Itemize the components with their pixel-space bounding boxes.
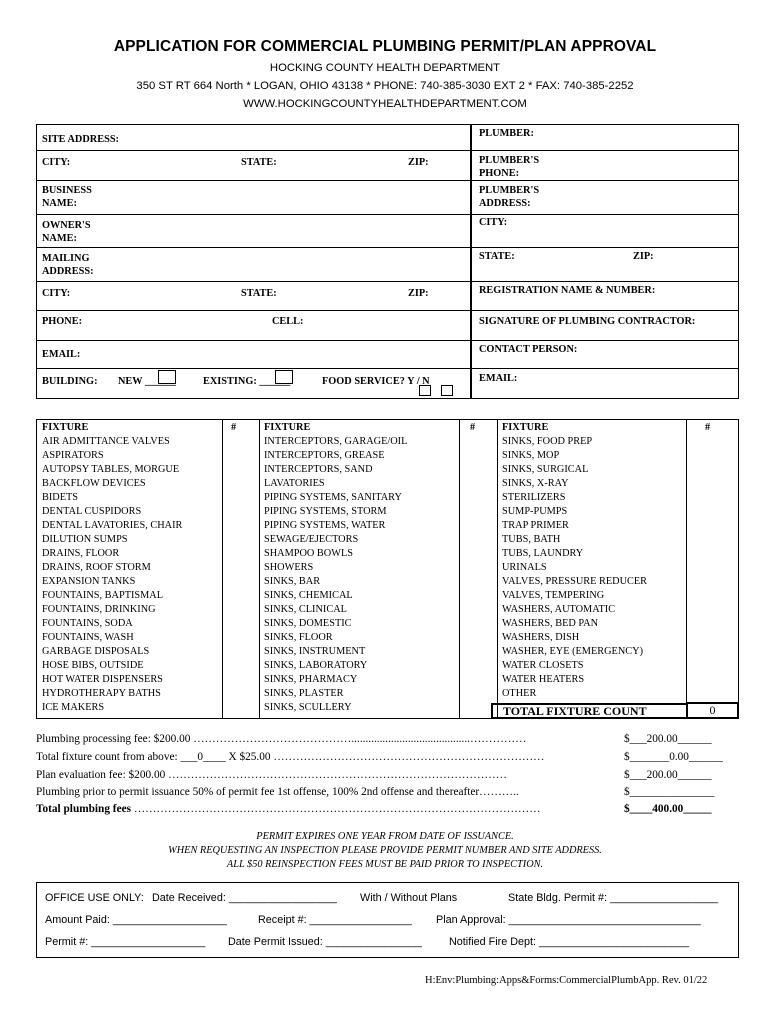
business-name-label: BUSINESS	[42, 185, 92, 196]
mailing-state-field[interactable]: STATE:	[241, 288, 277, 299]
site-address-field[interactable]: SITE ADDRESS:	[42, 134, 119, 145]
fixture-count-input[interactable]	[686, 659, 739, 673]
fixture-row-label: INTERCEPTORS, SAND	[264, 464, 373, 475]
fixture-col1-header: FIXTURE	[42, 422, 89, 433]
fixture-count-input[interactable]	[222, 589, 259, 603]
fixture-count-input[interactable]	[222, 631, 259, 645]
owners-name-field[interactable]: NAME:	[42, 233, 77, 244]
contact-person-field[interactable]: CONTACT PERSON:	[479, 344, 578, 355]
mailing-address-field[interactable]: ADDRESS:	[42, 266, 94, 277]
email-field[interactable]: EMAIL:	[42, 349, 81, 360]
fixture-row-label: SEWAGE/EJECTORS	[264, 534, 359, 545]
fixture-row-label: DENTAL LAVATORIES, CHAIR	[42, 520, 183, 531]
reinspection-fee-notice: ALL $50 REINSPECTION FEES MUST BE PAID PRIOR TO INSPECTION.	[226, 859, 544, 870]
footer-file-path: H:Env:Plumbing:Apps&Forms:CommercialPlumbApp. Rev. 01/22	[425, 975, 708, 986]
fixture-count-input[interactable]	[686, 519, 739, 533]
fixture-row-label: DRAINS, FLOOR	[42, 548, 120, 559]
fixture-row-label: PIPING SYSTEMS, SANITARY	[264, 492, 402, 503]
fixture-row-label: TRAP PRIMER	[502, 520, 569, 531]
fixture-count-input[interactable]	[222, 617, 259, 631]
fixture-row-label: HOT WATER DISPENSERS	[42, 674, 163, 685]
fixture-row-label: WASHER, EYE (EMERGENCY)	[502, 646, 643, 657]
fixture-count-input[interactable]	[686, 603, 739, 617]
fixture-count-rate: ____ X $25.00 ………………………………………………………………	[203, 751, 545, 763]
fixture-row-label: SINKS, BAR	[264, 576, 321, 587]
fixture-row-label: WATER HEATERS	[502, 674, 585, 685]
building-label: BUILDING:	[42, 376, 98, 387]
fixture-count-input[interactable]	[686, 547, 739, 561]
total-fixture-count-value: 0	[709, 703, 716, 717]
food-service-no-checkbox[interactable]	[441, 385, 453, 396]
fixture-row-label: LAVATORIES	[264, 478, 325, 489]
department-name: HOCKING COUNTY HEALTH DEPARTMENT	[269, 62, 501, 74]
fixture-row-label: SINKS, SURGICAL	[502, 464, 589, 475]
fixture-row-label: ASPIRATORS	[42, 450, 104, 461]
fixture-count-input[interactable]	[459, 687, 497, 701]
fixture-row-label: WASHERS, DISH	[502, 632, 580, 643]
prior-permit-label: Plumbing prior to permit issuance 50% of permit fee 1st offense, 100% 2nd offense and thereafter………..	[36, 786, 519, 798]
plumber-zip-field[interactable]: ZIP:	[633, 251, 654, 262]
plumbers-address-label: PLUMBER'S	[479, 185, 540, 196]
fixture-row-label: SINKS, PLASTER	[264, 688, 344, 699]
fixture-row-label: SINKS, FOOD PREP	[502, 436, 593, 447]
fixture-row-label: INTERCEPTORS, GARAGE/OIL	[264, 436, 408, 447]
fixture-count-input[interactable]	[222, 435, 259, 449]
fixture-col2-count-header: #	[470, 422, 476, 433]
fixture-row-label: SINKS, MOP	[502, 450, 560, 461]
department-address: 350 ST RT 664 North * LOGAN, OHIO 43138 * PHONE: 740-385-3030 EXT 2 * FAX: 740-385-2252	[136, 80, 634, 92]
fixture-row-label: URINALS	[502, 562, 547, 573]
fixture-count-input[interactable]	[222, 645, 259, 659]
existing-building-label: EXISTING: ______	[203, 376, 291, 387]
total-fees-value[interactable]: $____400.00_____	[624, 803, 712, 815]
processing-fee-value[interactable]: $___200.00______	[624, 733, 712, 745]
fixture-count-input[interactable]	[222, 463, 259, 477]
fixture-count-input[interactable]	[459, 435, 497, 449]
fixture-count-input[interactable]	[459, 603, 497, 617]
plan-evaluation-value[interactable]: $___200.00______	[624, 769, 712, 781]
fixture-col3-header: FIXTURE	[502, 422, 549, 433]
new-building-checkbox[interactable]	[158, 370, 176, 384]
plumber-state-field[interactable]: STATE:	[479, 251, 515, 262]
fixture-count-label: Total fixture count from above: ___	[36, 751, 198, 763]
fixture-count-input[interactable]	[686, 477, 739, 491]
date-permit-issued-field[interactable]: Date Permit Issued: ________________	[228, 936, 422, 948]
city-field[interactable]: CITY:	[42, 157, 71, 168]
plumber-field[interactable]: PLUMBER:	[479, 128, 534, 139]
fixture-row-label: SINKS, CHEMICAL	[264, 590, 353, 601]
fixture-col2-header: FIXTURE	[264, 422, 311, 433]
plan-approval-field[interactable]: Plan Approval: ________________________________	[436, 914, 701, 926]
fixture-col1-count-header: #	[231, 422, 237, 433]
fixture-row-label: FOUNTAINS, SODA	[42, 618, 133, 629]
fixture-count-input[interactable]	[459, 533, 497, 547]
fixture-count-input[interactable]	[459, 463, 497, 477]
fixture-count-input[interactable]	[459, 519, 497, 533]
fixture-fee-value[interactable]: $_______0.00______	[624, 751, 723, 763]
fixture-row-label: TUBS, BATH	[502, 534, 561, 545]
fixture-row-label: VALVES, TEMPERING	[502, 590, 605, 601]
state-field[interactable]: STATE:	[241, 157, 277, 168]
fixture-row-label: EXPANSION TANKS	[42, 576, 136, 587]
fixture-count-input[interactable]	[686, 463, 739, 477]
fixture-count-input[interactable]	[459, 631, 497, 645]
fixture-count-input[interactable]	[222, 519, 259, 533]
date-received-field[interactable]: Date Received: __________________	[152, 892, 337, 904]
plan-evaluation-label: Plan evaluation fee: $200.00 ………………………………………………………………………………	[36, 769, 507, 781]
state-bldg-permit-field[interactable]: State Bldg. Permit #: __________________	[508, 892, 719, 904]
total-fixture-count-label: TOTAL FIXTURE COUNT	[503, 704, 647, 718]
fixture-row-label: PIPING SYSTEMS, STORM	[264, 506, 387, 517]
fixture-count-input[interactable]	[222, 575, 259, 589]
fixture-count-input[interactable]	[459, 491, 497, 505]
fixture-count-input[interactable]	[686, 533, 739, 547]
fixture-row-label: VALVES, PRESSURE REDUCER	[502, 576, 648, 587]
fixture-count-input[interactable]	[686, 589, 739, 603]
fixture-count-input[interactable]	[686, 673, 739, 687]
fixture-count-input[interactable]	[459, 561, 497, 575]
fixture-count-input[interactable]	[222, 687, 259, 701]
fixture-count-input[interactable]	[222, 673, 259, 687]
fixture-row-label: SINKS, LABORATORY	[264, 660, 368, 671]
fixture-count-input[interactable]	[222, 449, 259, 463]
fixture-row-label: SINKS, PHARMACY	[264, 674, 358, 685]
fixture-row-label: SINKS, FLOOR	[264, 632, 333, 643]
fixture-row-label: DRAINS, ROOF STORM	[42, 562, 151, 573]
fixture-row-label: SHAMPOO BOWLS	[264, 548, 353, 559]
fixture-row-label: PIPING SYSTEMS, WATER	[264, 520, 386, 531]
permit-expiry-notice: PERMIT EXPIRES ONE YEAR FROM DATE OF ISSUANCE.	[256, 831, 514, 842]
fixture-count-input[interactable]	[459, 645, 497, 659]
fixture-row-label: SINKS, X-RAY	[502, 478, 569, 489]
fixture-row-label: OTHER	[502, 688, 537, 699]
fixture-row-label: AUTOPSY TABLES, MORGUE	[42, 464, 180, 475]
fixture-row-label: AIR ADMITTANCE VALVES	[42, 436, 170, 447]
signature-field[interactable]: SIGNATURE OF PLUMBING CONTRACTOR:	[479, 316, 696, 327]
plumbers-phone-label: PLUMBER'S	[479, 155, 540, 166]
fixture-count-input[interactable]	[222, 701, 259, 715]
plumbers-phone-field[interactable]: PHONE:	[479, 168, 520, 179]
inspection-request-notice: WHEN REQUESTING AN INSPECTION PLEASE PROVIDE PERMIT NUMBER AND SITE ADDRESS.	[168, 845, 602, 856]
fixture-row-label: FOUNTAINS, WASH	[42, 632, 134, 643]
mailing-address-label: MAILING	[42, 253, 90, 264]
registration-field[interactable]: REGISTRATION NAME & NUMBER:	[479, 285, 656, 296]
fixture-row-label: SINKS, CLINICAL	[264, 604, 347, 615]
total-fees-leader: ………………………………………………………………………………………………	[133, 803, 541, 815]
fixture-row-label: GARBAGE DISPOSALS	[42, 646, 150, 657]
fixture-count-input[interactable]	[686, 631, 739, 645]
plumber-email-field[interactable]: EMAIL:	[479, 373, 518, 384]
fixture-row-label: ICE MAKERS	[42, 702, 105, 713]
food-service-yes-checkbox[interactable]	[419, 385, 431, 396]
owners-name-label: OWNER'S	[42, 220, 91, 231]
fixture-row-label: SINKS, DOMESTIC	[264, 618, 352, 629]
fixture-row-label: STERILIZERS	[502, 492, 566, 503]
permit-number-field[interactable]: Permit #: ___________________	[45, 936, 206, 948]
fixture-row-label: SUMP-PUMPS	[502, 506, 568, 517]
mailing-zip-field[interactable]: ZIP:	[408, 288, 429, 299]
fixture-count-input[interactable]	[686, 505, 739, 519]
existing-building-checkbox[interactable]	[275, 370, 293, 384]
receipt-field[interactable]: Receipt #: _________________	[258, 914, 412, 926]
fixture-count-input[interactable]	[686, 449, 739, 463]
with-without-plans[interactable]: With / Without Plans	[360, 892, 458, 904]
fixture-row-label: BACKFLOW DEVICES	[42, 478, 146, 489]
fixture-row-label: FOUNTAINS, BAPTISMAL	[42, 590, 164, 601]
fixture-row-label: HYDROTHERAPY BATHS	[42, 688, 161, 699]
fixture-row-label: DILUTION SUMPS	[42, 534, 128, 545]
zip-field[interactable]: ZIP:	[408, 157, 429, 168]
fixture-count-input[interactable]	[686, 435, 739, 449]
prior-permit-value[interactable]: $_______________	[624, 786, 715, 798]
mailing-city-field[interactable]: CITY:	[42, 288, 71, 299]
department-website: WWW.HOCKINGCOUNTYHEALTHDEPARTMENT.COM	[243, 98, 527, 110]
fixture-count-input[interactable]	[686, 491, 739, 505]
fixture-row-label: TUBS, LAUNDRY	[502, 548, 584, 559]
fixture-row-label: HOSE BIBS, OUTSIDE	[42, 660, 144, 671]
fixture-count-input[interactable]	[686, 687, 739, 701]
fixture-count-input[interactable]	[222, 547, 259, 561]
fixture-count-input[interactable]	[459, 449, 497, 463]
fixture-row-label: INTERCEPTORS, GREASE	[264, 450, 385, 461]
fixture-row-label: SHOWERS	[264, 562, 314, 573]
fixture-count-input[interactable]	[222, 561, 259, 575]
phone-field[interactable]: PHONE:	[42, 316, 83, 327]
fixture-count-input[interactable]	[222, 603, 259, 617]
notified-fire-dept-field[interactable]: Notified Fire Dept: _________________________	[449, 936, 690, 948]
fixture-count-input[interactable]	[459, 617, 497, 631]
fixture-row-label: FOUNTAINS, DRINKING	[42, 604, 156, 615]
fixture-count-input[interactable]	[686, 575, 739, 589]
page-title: APPLICATION FOR COMMERCIAL PLUMBING PERMIT/PLAN APPROVAL	[113, 38, 657, 55]
fixture-row-label: DENTAL CUSPIDORS	[42, 506, 142, 517]
fixture-count-input[interactable]	[686, 561, 739, 575]
new-building-label: NEW ______	[118, 376, 176, 387]
fixture-count-input[interactable]	[459, 673, 497, 687]
fixture-row-label: WASHERS, AUTOMATIC	[502, 604, 616, 615]
fixture-count-input[interactable]	[222, 505, 259, 519]
plumber-city-field[interactable]: CITY:	[479, 217, 508, 228]
fixture-count-value[interactable]: 0	[197, 751, 204, 763]
fixture-count-input[interactable]	[459, 477, 497, 491]
fixture-col3-count-header: #	[705, 422, 711, 433]
fixture-row-label: WATER CLOSETS	[502, 660, 584, 671]
fixture-row-label: SINKS, INSTRUMENT	[264, 646, 366, 657]
fixture-count-input[interactable]	[222, 477, 259, 491]
fixture-count-input[interactable]	[686, 617, 739, 631]
fixture-count-input[interactable]	[459, 547, 497, 561]
fixture-count-input[interactable]	[459, 659, 497, 673]
fixture-count-input[interactable]	[459, 505, 497, 519]
fixture-row-label: BIDETS	[42, 492, 79, 503]
amount-paid-field[interactable]: Amount Paid: ___________________	[45, 914, 227, 926]
office-use-label: OFFICE USE ONLY:	[45, 892, 144, 904]
plumbers-address-field[interactable]: ADDRESS:	[479, 198, 531, 209]
fixture-count-input[interactable]	[222, 659, 259, 673]
fixture-count-input[interactable]	[686, 645, 739, 659]
fixture-count-input[interactable]	[459, 575, 497, 589]
processing-fee-label: Plumbing processing fee: $200.00 ……………………………………..........................................……………	[36, 733, 527, 745]
food-service-label: FOOD SERVICE? Y / N	[322, 376, 430, 387]
total-fees-label: Total plumbing fees	[36, 803, 131, 815]
fixture-count-input[interactable]	[222, 491, 259, 505]
business-name-field[interactable]: NAME:	[42, 198, 77, 209]
cell-field[interactable]: CELL:	[272, 316, 304, 327]
fixture-count-input[interactable]	[459, 589, 497, 603]
fixture-row-label: SINKS, SCULLERY	[264, 702, 352, 713]
fixture-row-label: WASHERS, BED PAN	[502, 618, 599, 629]
fixture-count-input[interactable]	[222, 533, 259, 547]
